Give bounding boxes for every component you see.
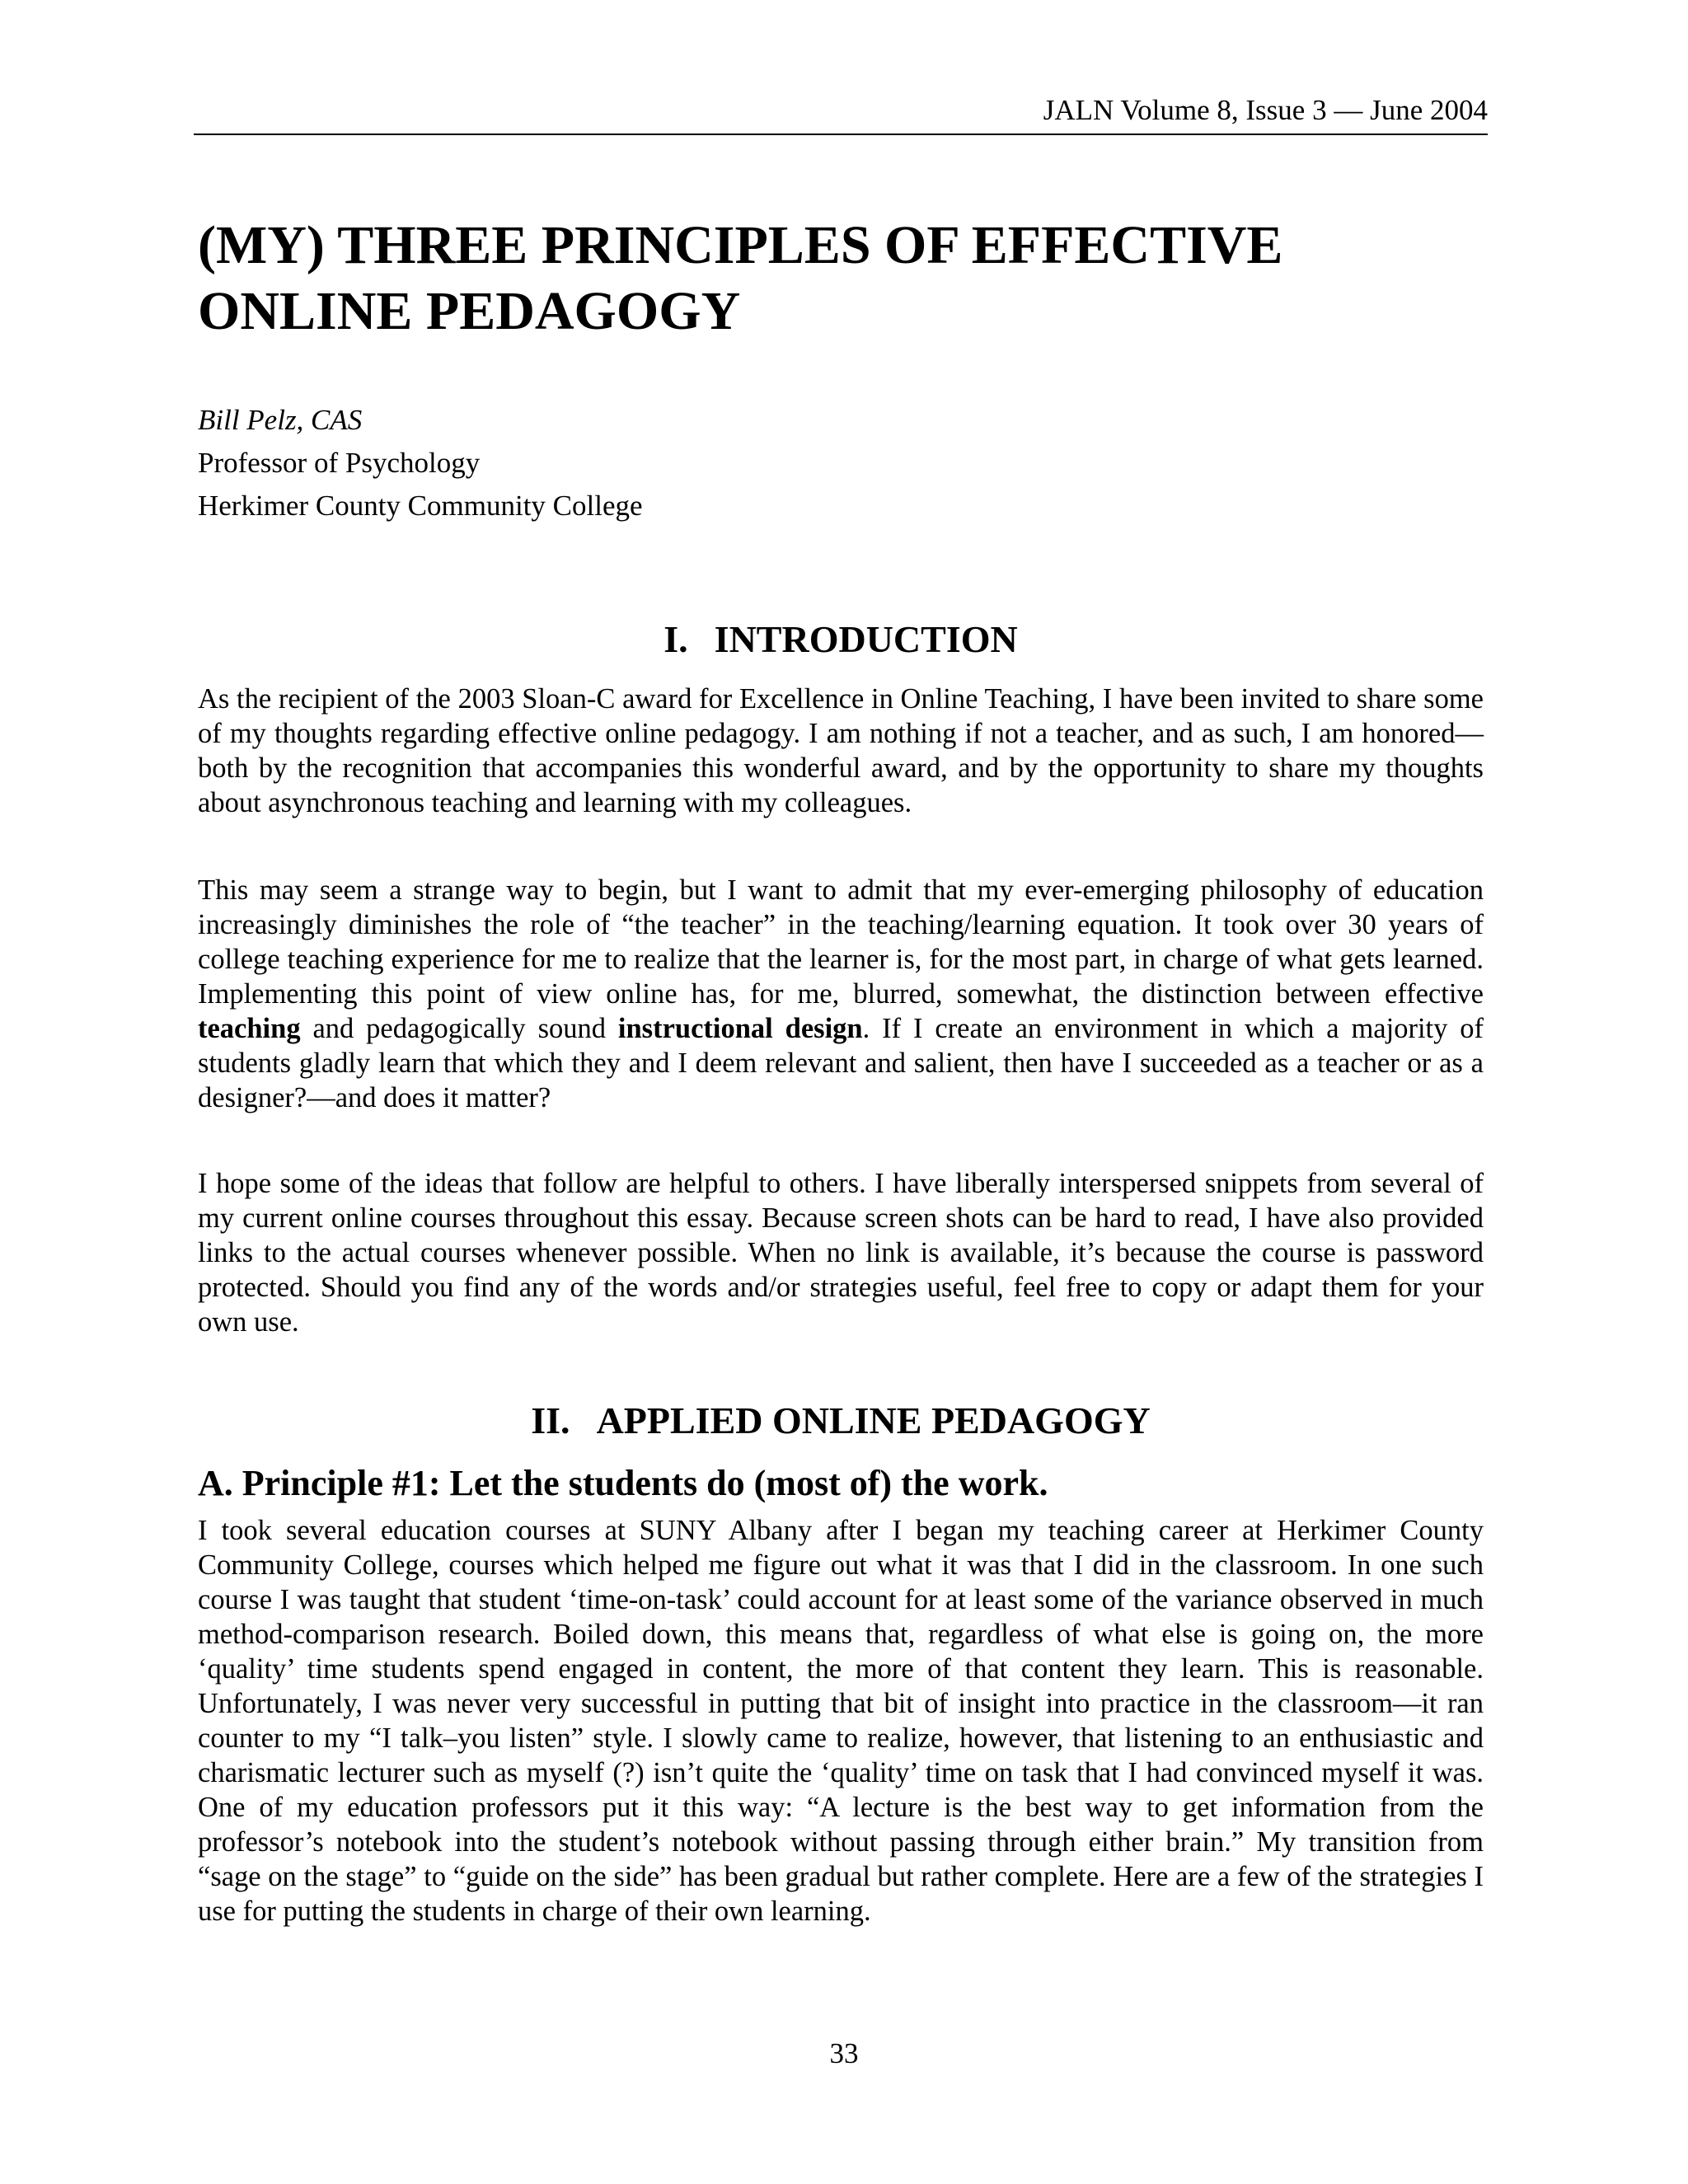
author-position: Professor of Psychology bbox=[198, 447, 481, 479]
section-heading-introduction bbox=[198, 616, 1484, 663]
title-line-2: ONLINE PEDAGOGY bbox=[198, 281, 741, 341]
section-title: APPLIED ONLINE PEDAGOGY bbox=[596, 1399, 1151, 1441]
section-heading-applied-online-pedagogy bbox=[198, 1398, 1484, 1444]
author-block bbox=[198, 399, 643, 527]
intro-paragraph-3: I hope some of the ideas that follow are helpful to others. I have liberally interspersed snippets from several of my current online courses throughout this essay. Because screen shots can be hard to read, I have also provided links to the actual courses whenever possible. When no link is available, it’s because the course is password protected. Should you find any of the words and/or strategies useful, feel free to copy or adapt them for your own use. bbox=[198, 1168, 1484, 1338]
section-numeral: I. bbox=[663, 618, 688, 660]
bold-term-instructional-design: instructional design bbox=[617, 1013, 863, 1044]
page-number: 33 bbox=[829, 2037, 859, 2069]
principle-1-paragraph: I took several education courses at SUNY Albany after I began my teaching career at Herkimer County Community College, courses which helped me figure out what it was that I did in the classroom. In one such course I was taught that student ‘time-on-task’ could account for at least some of the variance observed in much method-comparison research. Boiled down, this means that, regardless of what else is going on, the more ‘quality’ time students spend engaged in content, the more of that content they learn. This is reasonable. Unfortunately, I was never very successful in putting that bit of insight into practice in the classroom—it ran counter to my “I talk–you listen” style. I slowly came to realize, however, that listening to an enthusiastic and charismatic lecturer such as myself (?) isn’t quite the ‘quality’ time on task that I had convinced myself it was. One of my education professors put it this way: “A lecture is the best way to get information from the professor’s notebook into the student’s notebook without passing through either brain.” My transition from “sage on the stage” to “guide on the side” has been gradual but rather complete. Here are a few of the strategies I use for putting the students in charge of their own learning. bbox=[198, 1515, 1484, 1927]
paragraph-text: and pedagogically sound bbox=[300, 1013, 618, 1044]
author-name: Bill Pelz, CAS bbox=[198, 404, 363, 436]
intro-paragraph-2 bbox=[198, 873, 1484, 1115]
paragraph-text: This may seem a strange way to begin, but I want to admit that my ever-emerging philosophy of education increasingly diminishes the role of “the teacher” in the teaching/learning equation. It took over 30 years of college teaching experience for me to realize that the learner is, for the most part, in charge of what gets learned. Implementing this point of view online has, for me, blurred, somewhat, the distinction between effective bbox=[198, 874, 1484, 1010]
title-line-1: (MY) THREE PRINCIPLES OF EFFECTIVE bbox=[198, 215, 1283, 275]
section-title: INTRODUCTION bbox=[714, 618, 1018, 660]
section-numeral: II. bbox=[531, 1399, 570, 1441]
running-header: JALN Volume 8, Issue 3 — June 2004 bbox=[1043, 94, 1488, 126]
intro-paragraph-1: As the recipient of the 2003 Sloan-C award for Excellence in Online Teaching, I have been invited to share some of my thoughts regarding effective online pedagogy. I am nothing if not a teacher, and as such, I am honored—both by the recognition that accompanies this wonderful award, and by the opportunity to share my thoughts about asynchronous teaching and learning with my colleagues. bbox=[198, 683, 1484, 818]
bold-term-teaching: teaching bbox=[198, 1013, 301, 1044]
paragraph-text: . If I create an environment in which a majority of students gladly learn that which they and I deem relevant and salient, then have I succeeded as a teacher or as a designer?—and does it matter? bbox=[198, 1013, 1484, 1113]
subheading-principle-1: A. Principle #1: Let the students do (most of) the work. bbox=[198, 1463, 1048, 1503]
page-title bbox=[198, 213, 1484, 344]
header-rule bbox=[194, 134, 1488, 135]
author-institution: Herkimer County Community College bbox=[198, 490, 643, 522]
